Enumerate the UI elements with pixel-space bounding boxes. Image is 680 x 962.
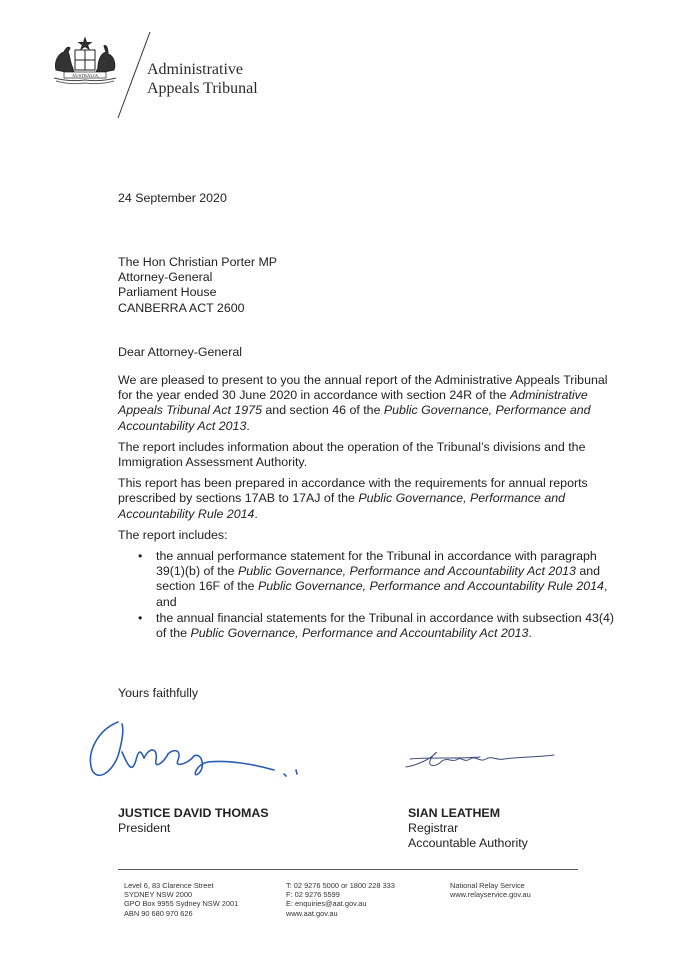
paragraph: The report includes: xyxy=(118,527,228,542)
signer-title: President xyxy=(118,821,171,836)
text-run: and section 16F of the xyxy=(156,564,601,594)
bullet: • xyxy=(138,610,143,625)
signer-title: Accountable Authority xyxy=(408,836,528,851)
commonwealth-crest-logo xyxy=(50,36,120,92)
paragraph xyxy=(118,476,618,522)
footer-line: SYDNEY NSW 2000 xyxy=(124,890,193,900)
org-name-line1: Administrative xyxy=(147,61,243,78)
signer-name: JUSTICE DAVID THOMAS xyxy=(118,806,269,820)
closing: Yours faithfully xyxy=(118,686,199,700)
bullet: • xyxy=(138,549,143,564)
text-run: and section 46 of the xyxy=(261,403,384,418)
text-run: . xyxy=(246,418,250,433)
text-run: the annual financial statements for the Tribunal in accordance with subsection 43(4) of the xyxy=(156,610,615,641)
list-item xyxy=(118,549,618,610)
footer-divider xyxy=(118,869,578,870)
address-line: CANBERRA ACT 2600 xyxy=(118,300,245,315)
paragraph xyxy=(118,373,618,434)
president-signoff xyxy=(118,806,269,836)
signer-name: SIAN LEATHEM xyxy=(408,806,501,820)
footer-line: National Relay Service xyxy=(450,881,525,890)
text-run: the annual performance statement for the Tribunal in accordance with paragraph 39(1)(b) of the xyxy=(156,549,597,579)
recipient-address xyxy=(118,255,277,316)
footer-relay xyxy=(450,881,531,899)
footer-line: ABN 90 680 970 626 xyxy=(124,908,193,918)
text-run: . xyxy=(254,506,258,521)
footer-line: www.aat.gov.au xyxy=(286,908,338,918)
text-run: , and xyxy=(156,579,608,609)
act-title: Public Governance, Performance and Accountability Act 2013 xyxy=(190,626,529,641)
letterhead-divider xyxy=(112,30,152,120)
act-title: Public Governance, Performance and Accountability Act 2013 xyxy=(118,403,591,433)
act-title: Public Governance, Performance and Accountability Rule 2014 xyxy=(257,579,604,594)
org-name-line2: Appeals Tribunal xyxy=(147,80,258,97)
letter-date: 24 September 2020 xyxy=(118,191,227,205)
report-contents-list xyxy=(118,549,618,641)
address-line: Parliament House xyxy=(118,285,217,300)
address-line: The Hon Christian Porter MP xyxy=(118,255,278,269)
text-run: This report has been prepared in accordance with the requirements for annual reports prescribed by sections 17AB to 17AJ of the xyxy=(118,476,588,506)
organisation-name xyxy=(147,60,258,98)
act-title: Administrative Appeals Tribunal Act 1975 xyxy=(118,388,588,418)
footer-line: T: 02 9276 5000 or 1800 228 333 xyxy=(286,881,395,890)
footer-line: GPO Box 9955 Sydney NSW 2001 xyxy=(124,899,239,909)
president-signature xyxy=(78,712,318,787)
list-item xyxy=(118,611,618,641)
footer-line: Level 6, 83 Clarence Street xyxy=(124,881,214,890)
letter-body xyxy=(118,373,618,642)
act-title: Public Governance, Performance and Accountability Rule 2014 xyxy=(118,491,566,521)
address-line: Attorney-General xyxy=(118,270,213,285)
text-run: . xyxy=(528,626,532,641)
salutation: Dear Attorney-General xyxy=(118,345,242,359)
footer-line: www.relayservice.gov.au xyxy=(450,890,531,900)
footer-address xyxy=(124,881,238,918)
signer-title: Registrar xyxy=(408,821,459,836)
text-run: We are pleased to present to you the annual report of the Administrative Appeals Tribunal for the year ended 30 June 2020 in accordance with section 24R of the xyxy=(118,373,608,403)
footer-line: F: 02 9276 5599 xyxy=(286,890,340,900)
registrar-signoff xyxy=(408,806,528,852)
act-title: Public Governance, Performance and Accountability Act 2013 xyxy=(237,564,576,579)
footer-contact xyxy=(286,881,395,918)
paragraph: The report includes information about the operation of the Tribunal’s divisions and the Immigration Assessment Authority. xyxy=(118,439,586,470)
crest-banner-text: AUSTRALIA xyxy=(71,73,99,78)
footer-line: E: enquiries@aat.gov.au xyxy=(286,899,367,909)
registrar-signature xyxy=(400,745,560,775)
